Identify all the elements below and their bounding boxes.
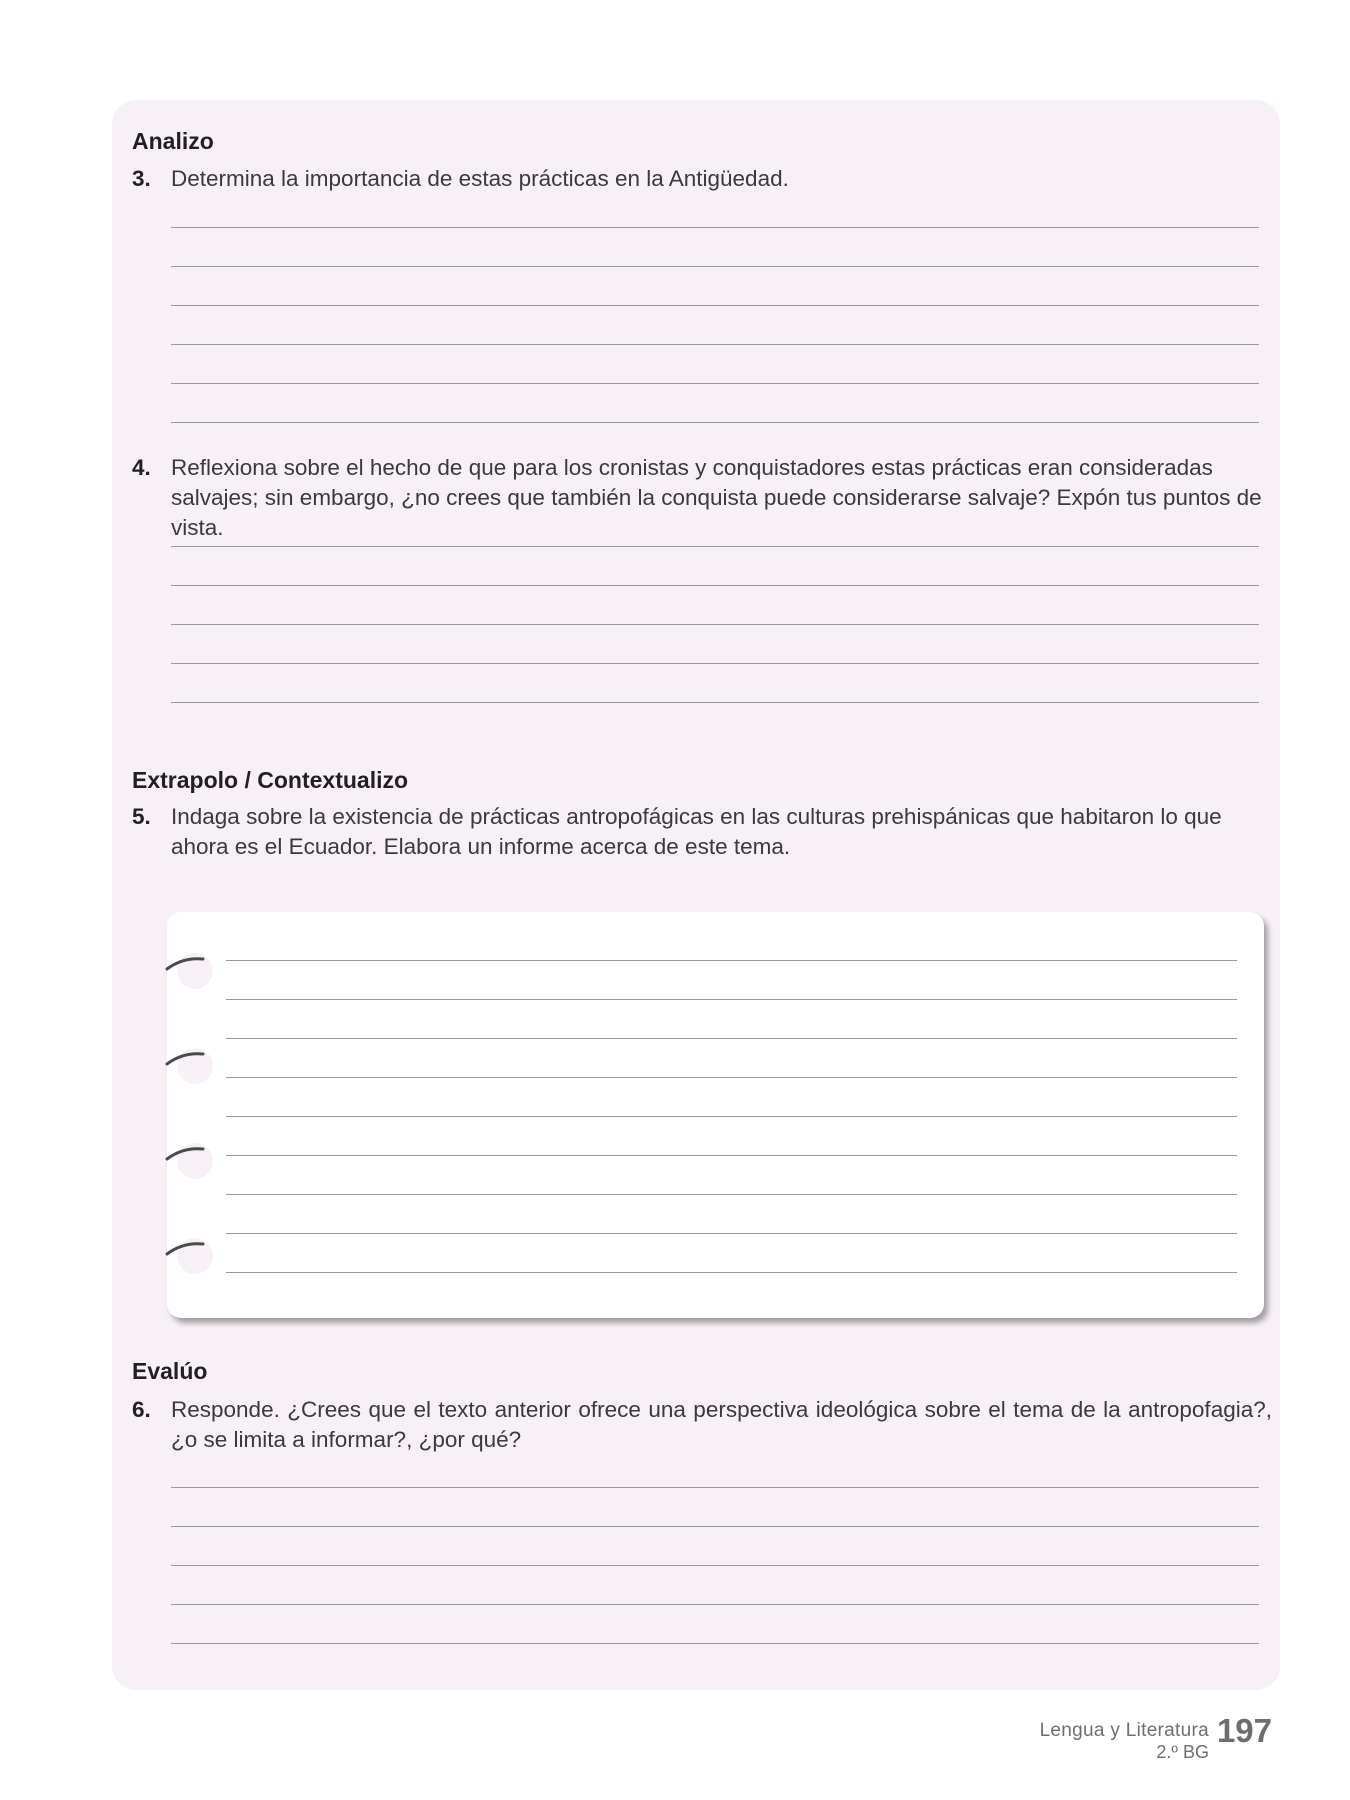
answer-line[interactable] [171, 663, 1259, 664]
section-heading-evaluo: Evalúo [132, 1358, 208, 1384]
answer-line[interactable] [226, 1233, 1237, 1234]
question-number: 4. [132, 455, 151, 480]
ring-hole-icon [163, 1139, 217, 1183]
ring-hole-icon [163, 1234, 217, 1278]
question-number: 5. [132, 804, 151, 829]
answer-line[interactable] [226, 1194, 1237, 1195]
answer-line[interactable] [171, 702, 1259, 703]
question-3 [132, 164, 1272, 194]
answer-line[interactable] [226, 1077, 1237, 1078]
question-4 [132, 453, 1272, 543]
answer-line[interactable] [226, 1272, 1237, 1273]
question-text: Responde. ¿Crees que el texto anterior ofrece una perspectiva ideológica sobre el tema de la antropofagia?, ¿o se limita a informar?, ¿por qué? [171, 1397, 1272, 1452]
ring-hole-icon [163, 949, 217, 993]
answer-line[interactable] [226, 1155, 1237, 1156]
answer-line[interactable] [226, 999, 1237, 1000]
answer-line[interactable] [171, 266, 1259, 267]
answer-line[interactable] [171, 1526, 1259, 1527]
answer-line[interactable] [171, 546, 1259, 547]
page-number: 197 [1216, 1712, 1272, 1749]
question-5 [132, 802, 1272, 862]
answer-line[interactable] [171, 305, 1259, 306]
question-6 [132, 1395, 1272, 1455]
question-text: Indaga sobre la existencia de prácticas antropofágicas en las culturas prehispánicas que habitaron lo que ahora es el Ecuador. Elabora un informe acerca de este tema. [171, 804, 1222, 859]
answer-line[interactable] [171, 624, 1259, 625]
answer-line[interactable] [226, 960, 1237, 961]
answer-line[interactable] [171, 383, 1259, 384]
answer-line[interactable] [171, 585, 1259, 586]
answer-line[interactable] [171, 1565, 1259, 1566]
answer-line[interactable] [171, 1487, 1259, 1488]
answer-line[interactable] [226, 1116, 1237, 1117]
footer-subject: Lengua y Literatura [1039, 1720, 1209, 1741]
footer-grade: 2.º BG [1156, 1742, 1209, 1762]
question-number: 3. [132, 166, 151, 191]
answer-line[interactable] [171, 1604, 1259, 1605]
notebook-lines[interactable] [226, 912, 1237, 1318]
question-text: Reflexiona sobre el hecho de que para los cronistas y conquistadores estas prácticas eran consideradas salvajes; sin embargo, ¿no crees que también la conquista puede considerarse salvaje? Expón tus puntos de vista. [171, 455, 1262, 540]
ring-hole-icon [163, 1044, 217, 1088]
question-text: Determina la importancia de estas prácticas en la Antigüedad. [171, 166, 789, 191]
section-heading-analizo: Analizo [132, 128, 214, 154]
answer-line[interactable] [171, 227, 1259, 228]
answer-line[interactable] [171, 1643, 1259, 1644]
answer-line[interactable] [171, 344, 1259, 345]
answer-line[interactable] [226, 1038, 1237, 1039]
section-heading-extrapolo: Extrapolo / Contextualizo [132, 767, 409, 793]
notebook-answer-box[interactable] [167, 912, 1264, 1318]
answer-line[interactable] [171, 422, 1259, 423]
question-number: 6. [132, 1397, 151, 1422]
